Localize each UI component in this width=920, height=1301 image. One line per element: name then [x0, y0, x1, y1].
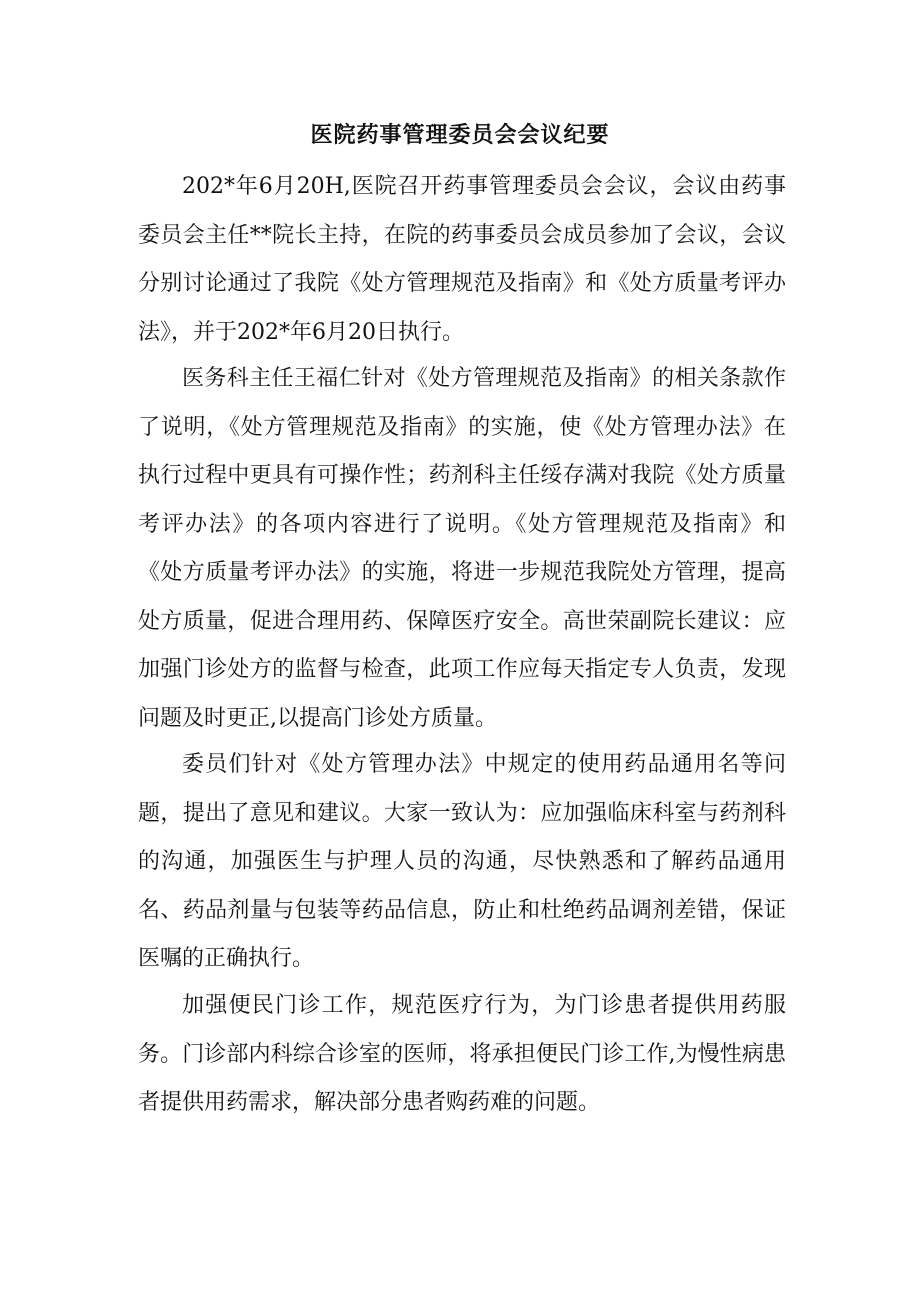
- document-title: 医院药事管理委员会会议纪要: [310, 122, 610, 148]
- paragraph-committee-opinions: 委员们针对《处方管理办法》中规定的使用药品通用名等问题，提出了意见和建议。大家一致认为：应加强临床科室与药剂科的沟通，加强医生与护理人员的沟通，尽快熟悉和了解药品通用名、药品剂量与包装等药品信息，防止和杜绝药品调剂差错，保证医嘱的正确执行。: [138, 752, 786, 971]
- paragraph-meeting-intro: 202*年6月20H,医院召开药事管理委员会会议，会议由药事委员会主任**院长主持，在院的药事委员会成员参加了会议，会议分别讨论通过了我院《处方管理规范及指南》和《处方质量考评办法》，并于202*年6月20日执行。: [138, 174, 786, 345]
- paragraph-convenience-clinic: 加强便民门诊工作，规范医疗行为，为门诊患者提供用药服务。门诊部内科综合诊室的医师，将承担便民门诊工作,为慢性病患者提供用药需求，解决部分患者购药难的问题。: [138, 993, 786, 1115]
- paragraph-explanations: 医务科主任王福仁针对《处方管理规范及指南》的相关条款作了说明，《处方管理规范及指南》的实施，使《处方管理办法》在执行过程中更具有可操作性；药剂科主任绥存满对我院《处方质量考评办法》的各项内容进行了说明。《处方管理规范及指南》和《处方质量考评办法》的实施，将进一步规范我院处方管理，提高处方质量，促进合理用药、保障医疗安全。高世荣副院长建议：应加强门诊处方的监督与检查，此项工作应每天指定专人负责，发现问题及时更正,以提高门诊处方质量。: [138, 366, 786, 731]
